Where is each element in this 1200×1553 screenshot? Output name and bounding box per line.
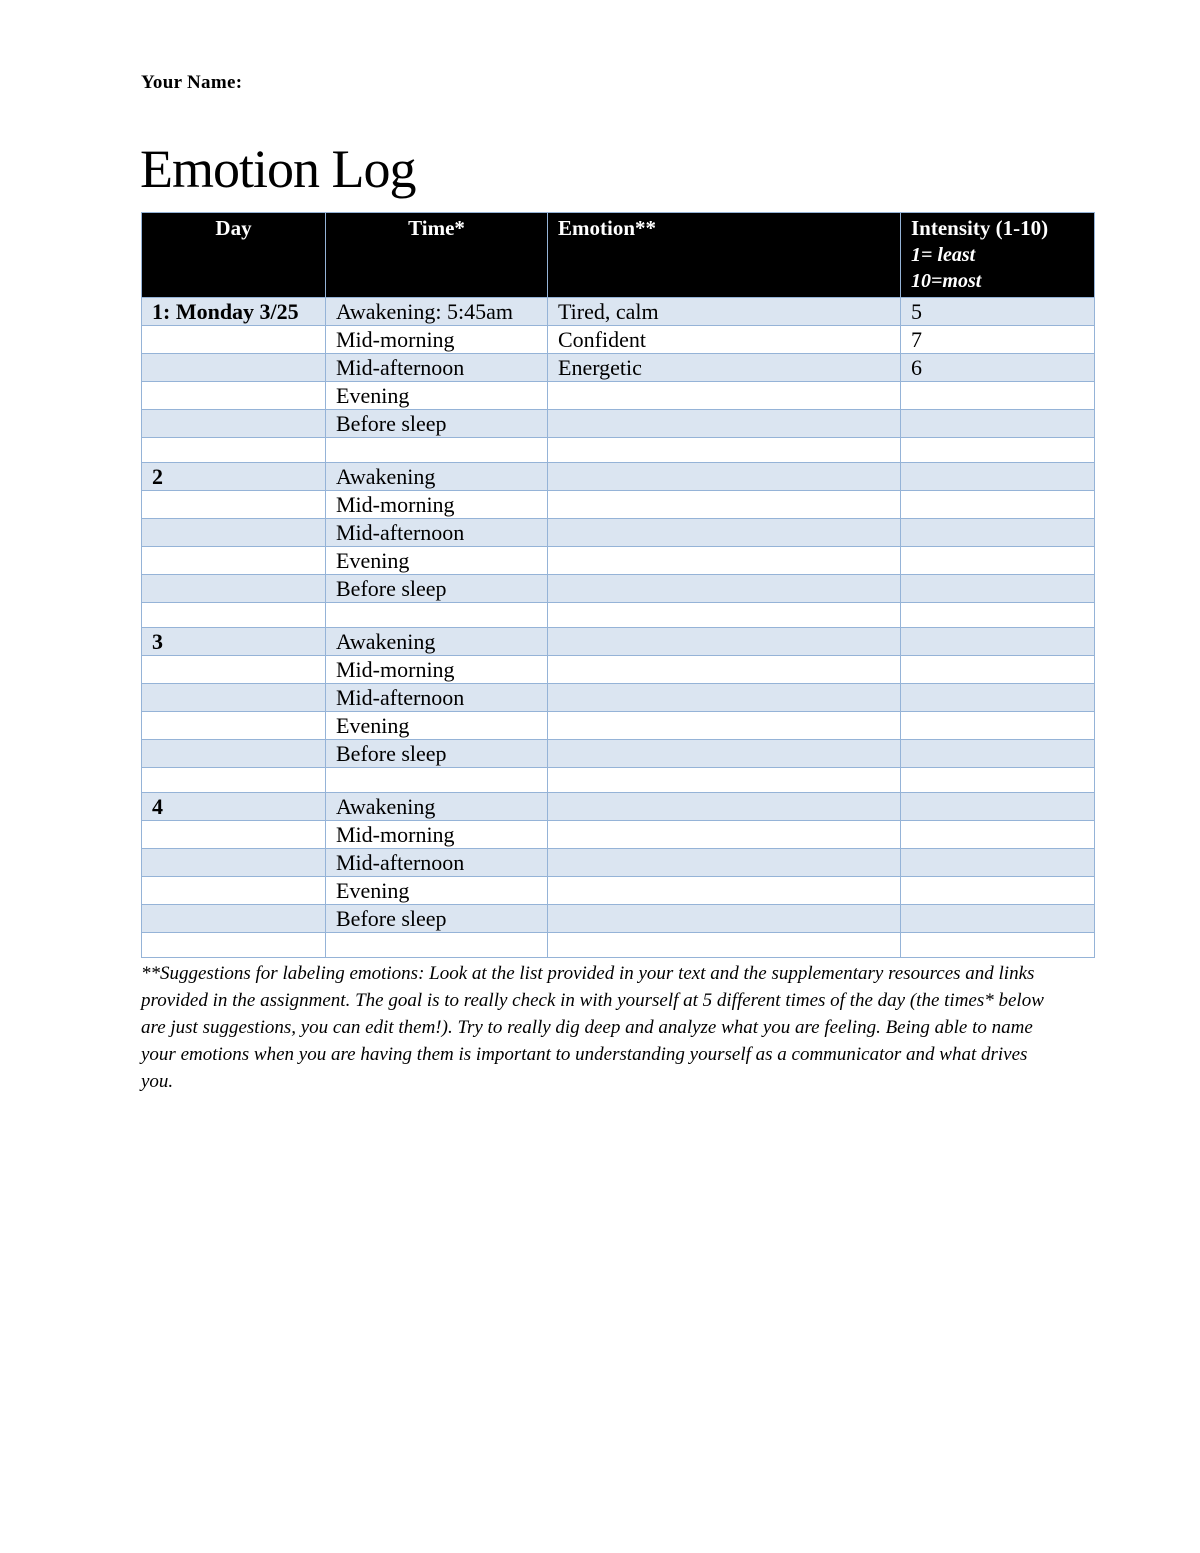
day-cell[interactable] bbox=[142, 547, 326, 575]
time-cell[interactable]: Awakening: 5:45am bbox=[326, 298, 548, 326]
page-title: Emotion Log bbox=[140, 139, 416, 199]
time-cell[interactable]: Awakening bbox=[326, 628, 548, 656]
emotion-cell[interactable] bbox=[548, 547, 901, 575]
day-cell[interactable] bbox=[142, 849, 326, 877]
day-cell[interactable] bbox=[142, 933, 326, 958]
your-name-label: Your Name: bbox=[141, 72, 243, 93]
intensity-cell[interactable] bbox=[901, 712, 1095, 740]
time-cell[interactable]: Evening bbox=[326, 382, 548, 410]
day-cell[interactable] bbox=[142, 438, 326, 463]
table-row bbox=[142, 849, 1095, 877]
time-cell[interactable] bbox=[326, 603, 548, 628]
emotion-cell[interactable] bbox=[548, 491, 901, 519]
table-row bbox=[142, 298, 1095, 326]
intensity-cell[interactable] bbox=[901, 603, 1095, 628]
intensity-cell[interactable] bbox=[901, 491, 1095, 519]
emotion-cell[interactable] bbox=[548, 740, 901, 768]
emotion-cell[interactable] bbox=[548, 849, 901, 877]
column-header-time: Time* bbox=[326, 213, 548, 298]
time-cell[interactable]: Mid-afternoon bbox=[326, 684, 548, 712]
table-row bbox=[142, 410, 1095, 438]
emotion-cell[interactable] bbox=[548, 877, 901, 905]
table-row bbox=[142, 768, 1095, 793]
time-cell[interactable]: Before sleep bbox=[326, 740, 548, 768]
table-row bbox=[142, 354, 1095, 382]
day-cell[interactable] bbox=[142, 877, 326, 905]
intensity-cell[interactable] bbox=[901, 740, 1095, 768]
emotion-cell[interactable]: Energetic bbox=[548, 354, 901, 382]
day-cell[interactable] bbox=[142, 656, 326, 684]
day-cell[interactable] bbox=[142, 491, 326, 519]
intensity-cell[interactable] bbox=[901, 656, 1095, 684]
table-row bbox=[142, 684, 1095, 712]
intensity-cell[interactable]: 6 bbox=[901, 354, 1095, 382]
table-row bbox=[142, 326, 1095, 354]
emotion-cell[interactable] bbox=[548, 628, 901, 656]
emotion-cell[interactable]: Confident bbox=[548, 326, 901, 354]
intensity-cell[interactable] bbox=[901, 438, 1095, 463]
table-row bbox=[142, 905, 1095, 933]
time-cell[interactable]: Before sleep bbox=[326, 905, 548, 933]
day-cell[interactable] bbox=[142, 768, 326, 793]
day-cell[interactable] bbox=[142, 905, 326, 933]
intensity-cell[interactable] bbox=[901, 793, 1095, 821]
time-cell[interactable]: Awakening bbox=[326, 463, 548, 491]
intensity-cell[interactable] bbox=[901, 933, 1095, 958]
day-cell[interactable]: 1: Monday 3/25 bbox=[142, 298, 326, 326]
time-cell[interactable] bbox=[326, 768, 548, 793]
emotion-log-table bbox=[141, 212, 1095, 958]
table-row bbox=[142, 793, 1095, 821]
intensity-cell[interactable]: 7 bbox=[901, 326, 1095, 354]
time-cell[interactable]: Mid-morning bbox=[326, 821, 548, 849]
time-cell[interactable]: Mid-afternoon bbox=[326, 354, 548, 382]
intensity-cell[interactable] bbox=[901, 684, 1095, 712]
time-cell[interactable]: Mid-afternoon bbox=[326, 849, 548, 877]
table-row bbox=[142, 547, 1095, 575]
intensity-cell[interactable] bbox=[901, 768, 1095, 793]
day-cell[interactable] bbox=[142, 354, 326, 382]
column-header-day: Day bbox=[142, 213, 326, 298]
table-row bbox=[142, 519, 1095, 547]
time-cell[interactable] bbox=[326, 933, 548, 958]
emotion-cell[interactable] bbox=[548, 575, 901, 603]
emotion-cell[interactable] bbox=[548, 905, 901, 933]
intensity-cell[interactable]: 5 bbox=[901, 298, 1095, 326]
intensity-scale-most: 10=most bbox=[911, 270, 982, 292]
time-cell[interactable]: Mid-afternoon bbox=[326, 519, 548, 547]
table-row bbox=[142, 491, 1095, 519]
intensity-cell[interactable] bbox=[901, 877, 1095, 905]
day-cell[interactable] bbox=[142, 326, 326, 354]
emotion-cell[interactable] bbox=[548, 656, 901, 684]
time-cell[interactable]: Mid-morning bbox=[326, 326, 548, 354]
table-body bbox=[142, 298, 1095, 958]
table-row bbox=[142, 740, 1095, 768]
day-cell[interactable] bbox=[142, 519, 326, 547]
day-cell[interactable] bbox=[142, 821, 326, 849]
day-cell[interactable] bbox=[142, 603, 326, 628]
table-row bbox=[142, 603, 1095, 628]
table-row bbox=[142, 463, 1095, 491]
emotion-cell[interactable] bbox=[548, 438, 901, 463]
column-header-emotion: Emotion** bbox=[548, 213, 901, 298]
day-cell[interactable] bbox=[142, 684, 326, 712]
table-row bbox=[142, 933, 1095, 958]
table-row bbox=[142, 438, 1095, 463]
day-cell[interactable] bbox=[142, 410, 326, 438]
intensity-cell[interactable] bbox=[901, 575, 1095, 603]
table-row bbox=[142, 877, 1095, 905]
intensity-cell[interactable] bbox=[901, 821, 1095, 849]
emotion-cell[interactable] bbox=[548, 684, 901, 712]
time-cell[interactable]: Mid-morning bbox=[326, 656, 548, 684]
table-row bbox=[142, 575, 1095, 603]
day-cell[interactable] bbox=[142, 575, 326, 603]
intensity-cell[interactable] bbox=[901, 628, 1095, 656]
time-cell[interactable]: Evening bbox=[326, 547, 548, 575]
day-cell[interactable]: 2 bbox=[142, 463, 326, 491]
emotion-cell[interactable] bbox=[548, 410, 901, 438]
column-header-intensity bbox=[901, 213, 1095, 298]
time-cell[interactable]: Awakening bbox=[326, 793, 548, 821]
intensity-cell[interactable] bbox=[901, 382, 1095, 410]
day-cell[interactable] bbox=[142, 740, 326, 768]
time-cell[interactable]: Evening bbox=[326, 877, 548, 905]
day-cell[interactable]: 3 bbox=[142, 628, 326, 656]
emotion-cell[interactable] bbox=[548, 933, 901, 958]
time-cell[interactable]: Mid-morning bbox=[326, 491, 548, 519]
emotion-cell[interactable] bbox=[548, 603, 901, 628]
emotion-cell[interactable] bbox=[548, 821, 901, 849]
intensity-scale-least: 1= least bbox=[911, 244, 976, 266]
day-cell[interactable] bbox=[142, 712, 326, 740]
intensity-header-label: Intensity (1-10) bbox=[911, 216, 1049, 240]
intensity-cell[interactable] bbox=[901, 519, 1095, 547]
time-cell[interactable]: Evening bbox=[326, 712, 548, 740]
emotion-cell[interactable] bbox=[548, 712, 901, 740]
emotion-cell[interactable]: Tired, calm bbox=[548, 298, 901, 326]
table-header-row bbox=[142, 213, 1095, 298]
time-cell[interactable]: Before sleep bbox=[326, 410, 548, 438]
intensity-cell[interactable] bbox=[901, 410, 1095, 438]
emotion-cell[interactable] bbox=[548, 382, 901, 410]
table-row bbox=[142, 382, 1095, 410]
footnote: **Suggestions for labeling emotions: Look at the list provided in your text and the supplementary resources and links provided in the assignment. The goal is to really check in with yourself at 5 different times of the day (the times* below are just suggestions, you can edit them!). Try to really dig deep and analyze what you are feeling. Being able to name your emotions when you are having them is important to understanding yourself as a communicator and what drives you. bbox=[141, 963, 1044, 1092]
time-cell[interactable] bbox=[326, 438, 548, 463]
table-row bbox=[142, 821, 1095, 849]
table-row bbox=[142, 712, 1095, 740]
emotion-cell[interactable] bbox=[548, 519, 901, 547]
time-cell[interactable]: Before sleep bbox=[326, 575, 548, 603]
table-row bbox=[142, 628, 1095, 656]
emotion-cell[interactable] bbox=[548, 793, 901, 821]
intensity-cell[interactable] bbox=[901, 849, 1095, 877]
intensity-cell[interactable] bbox=[901, 547, 1095, 575]
table-row bbox=[142, 656, 1095, 684]
day-cell[interactable] bbox=[142, 382, 326, 410]
intensity-cell[interactable] bbox=[901, 905, 1095, 933]
day-cell[interactable]: 4 bbox=[142, 793, 326, 821]
emotion-cell[interactable] bbox=[548, 768, 901, 793]
intensity-cell[interactable] bbox=[901, 463, 1095, 491]
emotion-cell[interactable] bbox=[548, 463, 901, 491]
